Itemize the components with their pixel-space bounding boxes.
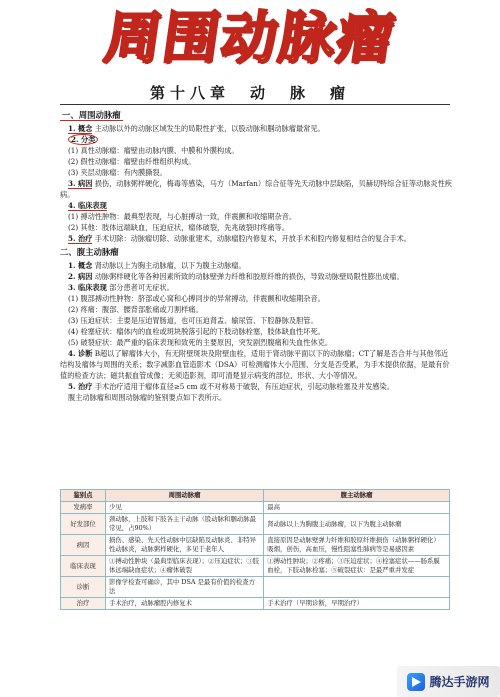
watermark: [397, 666, 500, 697]
s2-table-intro: 腹主动脉瘤和周围动脉瘤的鉴别要点如下表所示。: [68, 393, 227, 402]
document-body: [60, 108, 452, 403]
watermark-text: 腾达手游网: [429, 675, 490, 689]
divider: [60, 104, 450, 105]
table-header-row: [61, 490, 450, 502]
table-row: [61, 598, 450, 610]
table-header-cell: 腹主动脉瘤: [264, 490, 450, 502]
table-row-header: 临床表现: [61, 556, 106, 577]
banner-title: 周围动脉瘤: [100, 6, 400, 71]
table-cell: 手术治疗（早期诊断，早期治疗）: [264, 598, 450, 610]
table-row: [61, 514, 450, 535]
s2-diagnosis: 4. 诊断 B超以了解瘤体大小，有无附壁斑块及附壁血栓，适用于肾动脉平面以下的动脉瘤；CT了解是否合并与其他邻近结构及瘤体与周围的关系；数字减影血管造影术（DSA）可检测瘤体大小范围、分支是否受累，为手术提供依据，是最有价值的检查方法；磁共振血管成像；无须造影剂，即可清楚显示病变的部位、形状、大小等情况。: [60, 349, 450, 380]
table-row: [61, 556, 450, 577]
s2-clinical-item: (4) 栓塞症状：瘤体内的血栓或斑块脱落引起的下肢动脉栓塞，肢体缺血性坏死。: [68, 327, 325, 336]
section1-heading: 一、周围动脉瘤: [62, 110, 121, 120]
s1-cause: 3. 病因 损伤，动脉粥样硬化，梅毒等感染，马方（Marfan）综合征等先天动脉中层缺陷，贝赫切特综合征等动脉炎性疾病。: [60, 179, 452, 199]
section2-heading: 二、腹主动脉瘤: [60, 247, 119, 257]
s1-clinical-item: (1) 搏动性肿物：最典型表现，与心脏搏动一致，伴震颤和收缩期杂音。: [68, 212, 297, 221]
s2-clinical-item: (5) 破裂症状：最严重的临床表现和致死的主要原因，突发剧烈腹痛和失血性休克。: [68, 338, 333, 347]
table-cell: 少见: [106, 502, 264, 514]
table-cell: 手术治疗，动脉瘤腔内修复术: [106, 598, 264, 610]
site-logo-icon: [407, 673, 425, 691]
s1-treatment: 5. 治疗 手术切除：动脉瘤切除、动脉重建术，动脉瘤腔内修复术，开放手术和腔内修复相结合的复合手术。: [68, 234, 411, 243]
table-header-cell: 周围动脉瘤: [106, 490, 264, 502]
s1-clinical-label: 4. 临床表现: [68, 201, 107, 210]
table-cell: 影像学检查可确诊，其中 DSA 是最有价值的检查方法: [106, 577, 264, 598]
table-row: [61, 502, 450, 514]
table-cell: ①搏动性肿块；②疼痛；③压迫症状；④栓塞症状——肠系膜血栓，下肢动脉栓塞；⑤破裂症状：是最严重并发症: [264, 556, 450, 577]
s1-class-item: (2) 假性动脉瘤：瘤壁由纤维组织构成。: [68, 157, 196, 166]
s2-concept: 1. 概念 肾动脉以上为胸主动脉瘤，以下为腹主动脉瘤。: [68, 261, 246, 270]
table-cell: [264, 577, 450, 598]
table-row-header: 病因: [61, 535, 106, 556]
s1-classification-label: 2. 分类: [60, 134, 452, 145]
s2-clinical-item: (3) 压迫症状：主要是压迫胃肠道，也可压迫肾盂、输尿管、下腔静脉及胆管。: [68, 316, 318, 325]
table-cell: 最高: [264, 502, 450, 514]
table-row: [61, 535, 450, 556]
s2-cause: 2. 病因 动脉粥样硬化等各种因素所致的动脉壁弹力纤维和胶原纤维的损伤，导致动脉壁局限性膨出成瘤。: [68, 272, 404, 281]
table-cell: 颈动脉，上肢和下肢各主干动脉（股动脉和腘动脉最常见，占90%）: [106, 514, 264, 535]
table-header-cell: 鉴别点: [61, 490, 106, 502]
table-row-header: 治疗: [61, 598, 106, 610]
chapter-heading: 第十八章 动 脉 瘤: [149, 84, 350, 102]
table-row-header: 好发部位: [61, 514, 106, 535]
table-row: [61, 577, 450, 598]
s2-clinical-item: (1) 腹部搏动性肿物：脐部或心窝和心搏同步的异常搏动，伴震颤和收缩期杂音。: [68, 294, 325, 303]
comparison-table: [60, 489, 450, 610]
s1-clinical-item: (2) 其他：肢体远端缺血，压迫症状，瘤体破裂，先兆破裂时疼痛等。: [68, 223, 289, 232]
s1-class-item: (1) 真性动脉瘤：瘤壁由动脉内膜、中膜和外膜构成。: [68, 146, 239, 155]
table-cell: 损伤、感染、先天性动脉中层缺陷及动脉炎、非特异性动脉炎，动脉粥样硬化，多见于老年人: [106, 535, 264, 556]
s2-clinical: 3. 临床表现 部分患者可无症状。: [68, 283, 174, 292]
table-cell: ①搏动性肿块（最典型临床表现）；②压迫症状；③肢体远端缺血症状；④瘤体破裂: [106, 556, 264, 577]
s2-treatment: 5. 治疗 手术治疗适用于瘤体直径≥5 cm 或不对称易于破裂，有压迫症状，引起动脉栓塞及并发感染。: [68, 382, 394, 391]
s2-clinical-item: (2) 疼痛：腹部、腰背部胀痛或刀割样痛。: [68, 305, 203, 314]
table-row-header: 发病率: [61, 502, 106, 514]
table-row-header: 诊断: [61, 577, 106, 598]
s1-concept: 1. 概念 主动脉以外的动脉区域发生的局限性扩张，以股动脉和腘动脉瘤最常见。: [68, 124, 325, 133]
s1-class-item: (3) 夹层动脉瘤：有内膜撕裂。: [68, 168, 167, 177]
table-cell: 肾动脉以上为胸腹主动脉瘤，以下为腹主动脉瘤: [264, 514, 450, 535]
table-cell: 直接原因是动脉壁弹力纤维和胶原纤维损伤（动脉粥样硬化）吸烟，创伤，高血压，慢性阻塞性肺病等是易感因素: [264, 535, 450, 556]
banner: [0, 0, 500, 78]
